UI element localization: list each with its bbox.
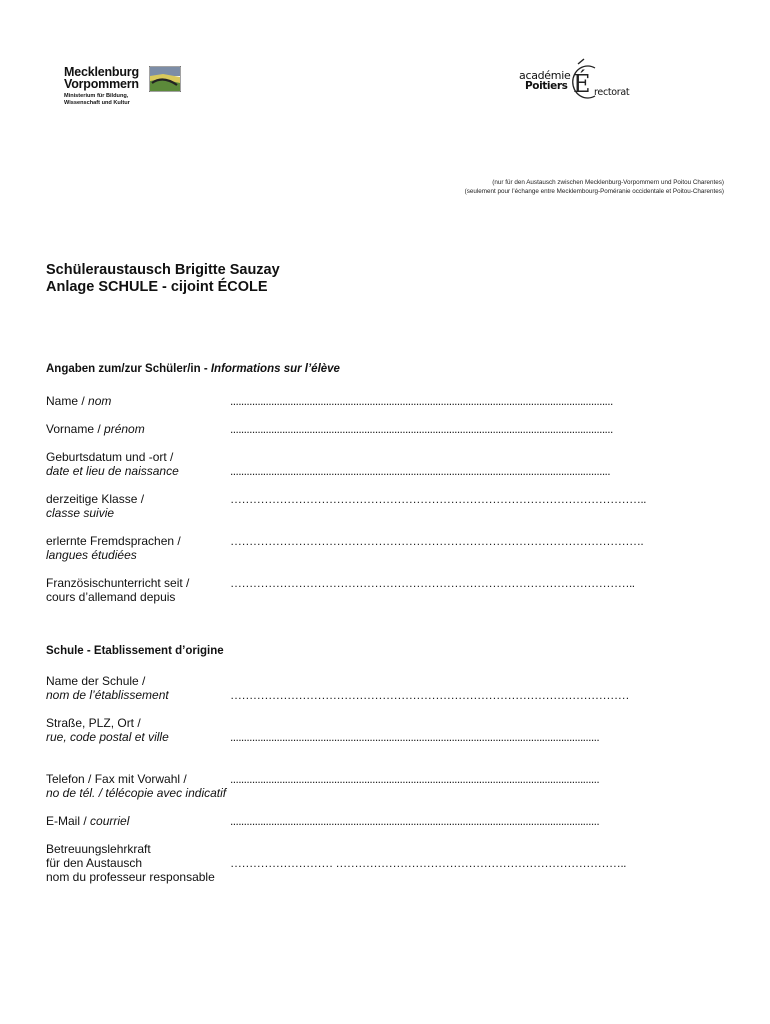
field-input-vorname[interactable]: ............................................................................................................................................ <box>230 422 613 436</box>
student-section-heading <box>46 363 340 375</box>
logo-sub <box>64 93 194 107</box>
logo-sub-2: Wissenschaft und Kultur <box>64 100 130 106</box>
title-line-1: Schüleraustausch Brigitte Sauzay <box>46 262 280 278</box>
mecklenburg-vorpommern-logo <box>64 66 194 116</box>
field-label-klasse <box>46 492 144 520</box>
label-fr: nom de l’établissement <box>46 688 169 702</box>
field-label-telefon <box>46 772 226 800</box>
field-input-klasse[interactable]: ……………………………………………………………………………………………….. <box>230 492 646 506</box>
school-section-heading: Schule - Etablissement d’origine <box>46 645 224 657</box>
field-label-adresse <box>46 716 169 744</box>
field-label-franzoesisch <box>46 576 189 604</box>
label-de-2: für den Austausch <box>46 856 143 870</box>
field-label-email <box>46 814 129 828</box>
label-de: Name / <box>46 394 89 408</box>
field-label-betreuungslehrkraft <box>46 842 215 884</box>
logo-sub-1: Ministerium für Bildung, <box>64 93 129 99</box>
label-fr: date et lieu de naissance <box>46 464 179 478</box>
field-label-fremdsprachen <box>46 534 181 562</box>
label-de-1: Betreuungslehrkraft <box>46 842 151 856</box>
label-de: Name der Schule / <box>46 674 146 688</box>
label-de: Geburtsdatum und -ort / <box>46 450 174 464</box>
field-label-vorname <box>46 422 145 436</box>
student-heading-de: Angaben zum/zur Schüler/in - <box>46 363 211 375</box>
logo-poitiers: Poitiers <box>525 80 568 92</box>
field-input-schulname[interactable]: …………………………………………………………………………………………… <box>230 688 630 702</box>
label-fr: prénom <box>104 422 145 436</box>
label-fr: nom <box>88 394 112 408</box>
label-fr: no de tél. / télécopie avec indicatif <box>46 786 227 800</box>
label-de: Straße, PLZ, Ort / <box>46 716 141 730</box>
academie-poitiers-logo <box>515 58 635 102</box>
label-de: Französischunterricht seit / <box>46 576 190 590</box>
label-fr: langues étudiées <box>46 548 137 562</box>
exchange-note <box>465 178 724 196</box>
label-fr: rue, code postal et ville <box>46 730 169 744</box>
label-de: erlernte Fremdsprachen / <box>46 534 181 548</box>
logo-line-2: Vorpommern <box>64 77 139 91</box>
landscape-emblem-icon <box>149 66 181 92</box>
label-de: E-Mail / <box>46 814 91 828</box>
field-input-geburtsdatum[interactable]: ........................................................................................................................................... <box>230 464 611 478</box>
field-input-email[interactable]: ....................................................................................................................................... <box>230 814 600 828</box>
academie-letter: É <box>573 70 591 98</box>
field-input-adresse[interactable]: ....................................................................................................................................... <box>230 730 600 744</box>
note-line-1: (nur für den Austausch zwischen Mecklenburg-Vorpommern und Poitou Charentes) <box>492 179 724 186</box>
label-de: Vorname / <box>46 422 105 436</box>
logo-rectorat: rectorat <box>594 87 630 98</box>
label-fr: courriel <box>90 814 130 828</box>
field-label-name <box>46 394 111 408</box>
title-line-2: Anlage SCHULE - cijoint ÉCOLE <box>46 279 268 295</box>
field-input-franzoesisch[interactable]: …………………………………………………………………………………………….. <box>230 576 635 590</box>
label-fr: cours d’allemand depuis <box>46 590 176 604</box>
field-label-geburtsdatum <box>46 450 179 478</box>
field-input-telefon[interactable]: ....................................................................................................................................... <box>230 772 600 786</box>
field-input-name[interactable]: ............................................................................................................................................ <box>230 394 613 408</box>
field-label-schulname <box>46 674 169 702</box>
label-fr: nom du professeur responsable <box>46 870 215 884</box>
note-line-2: (seulement pour l’échange entre Mecklembourg-Poméranie occidentale et Poitou-Charentes) <box>464 188 724 195</box>
label-de: derzeitige Klasse / <box>46 492 145 506</box>
label-fr: classe suivie <box>46 506 115 520</box>
logo-academie: académie <box>519 69 571 82</box>
label-de: Telefon / Fax mit Vorwahl / <box>46 772 187 786</box>
student-heading-fr: Informations sur l’élève <box>210 363 340 375</box>
logo-line-1: Mecklenburg <box>64 65 139 79</box>
field-input-betreuungslehrkraft[interactable]: ……………………… ………………………………………………………………….. <box>230 856 626 870</box>
document-title <box>46 262 280 296</box>
field-input-fremdsprachen[interactable]: ………………………………………………………………………………………………. <box>230 534 644 548</box>
